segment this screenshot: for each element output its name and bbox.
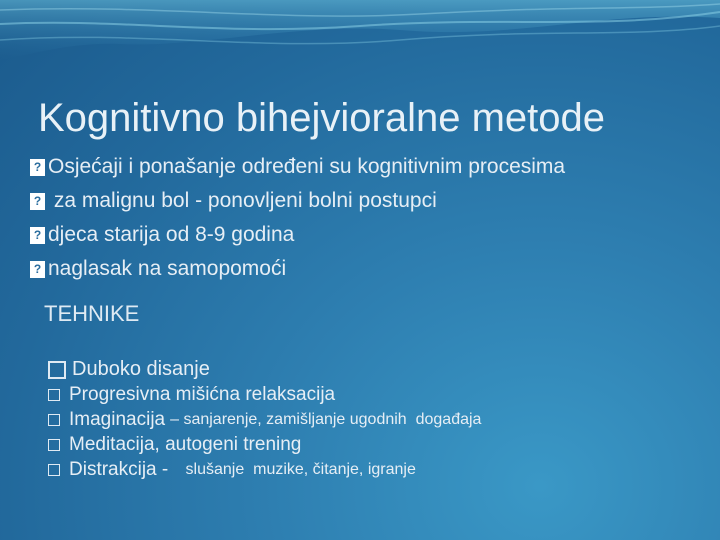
- bullet-text: djeca starija od 8-9 godina: [48, 223, 295, 246]
- technique-detail: slušanje muzike, čitanje, igranje: [185, 460, 416, 478]
- technique-detail: – sanjarenje, zamišljanje ugodnih događaja: [170, 410, 482, 428]
- section-title: TEHNIKE: [44, 301, 140, 326]
- bullet-text: Osjećaji i ponašanje određeni su kognitivnim procesima: [48, 155, 566, 178]
- missing-glyph-icon: [30, 159, 45, 176]
- list-item: [30, 252, 565, 286]
- list-item: [48, 357, 481, 382]
- list-item: [48, 407, 481, 432]
- checkbox-bullet-icon: [48, 389, 60, 401]
- bullet-list: [30, 150, 565, 286]
- list-item: [30, 150, 565, 184]
- slide-title: Kognitivno bihejvioralne metode: [38, 96, 606, 140]
- technique-text: Distrakcija -: [69, 458, 174, 480]
- list-item: [30, 218, 565, 252]
- technique-text: Duboko disanje: [72, 358, 210, 380]
- bullet-text: za malignu bol - ponovljeni bolni postupci: [48, 189, 437, 212]
- list-item: [30, 184, 565, 218]
- list-item: [48, 457, 481, 482]
- missing-glyph-icon: [30, 193, 45, 210]
- technique-list: [48, 357, 481, 482]
- missing-glyph-icon: [30, 261, 45, 278]
- technique-text: Imaginacija: [69, 408, 166, 430]
- checkbox-bullet-icon: [48, 414, 60, 426]
- decorative-waves: [0, 0, 720, 80]
- missing-glyph-icon: [30, 227, 45, 244]
- bullet-text: naglasak na samopomoći: [48, 257, 287, 280]
- list-item: [48, 382, 481, 407]
- technique-text: Progresivna mišićna relaksacija: [69, 383, 336, 405]
- technique-text: Meditacija, autogeni trening: [69, 433, 302, 455]
- checkbox-bullet-icon: [48, 361, 66, 379]
- checkbox-bullet-icon: [48, 464, 60, 476]
- list-item: [48, 432, 481, 457]
- checkbox-bullet-icon: [48, 439, 60, 451]
